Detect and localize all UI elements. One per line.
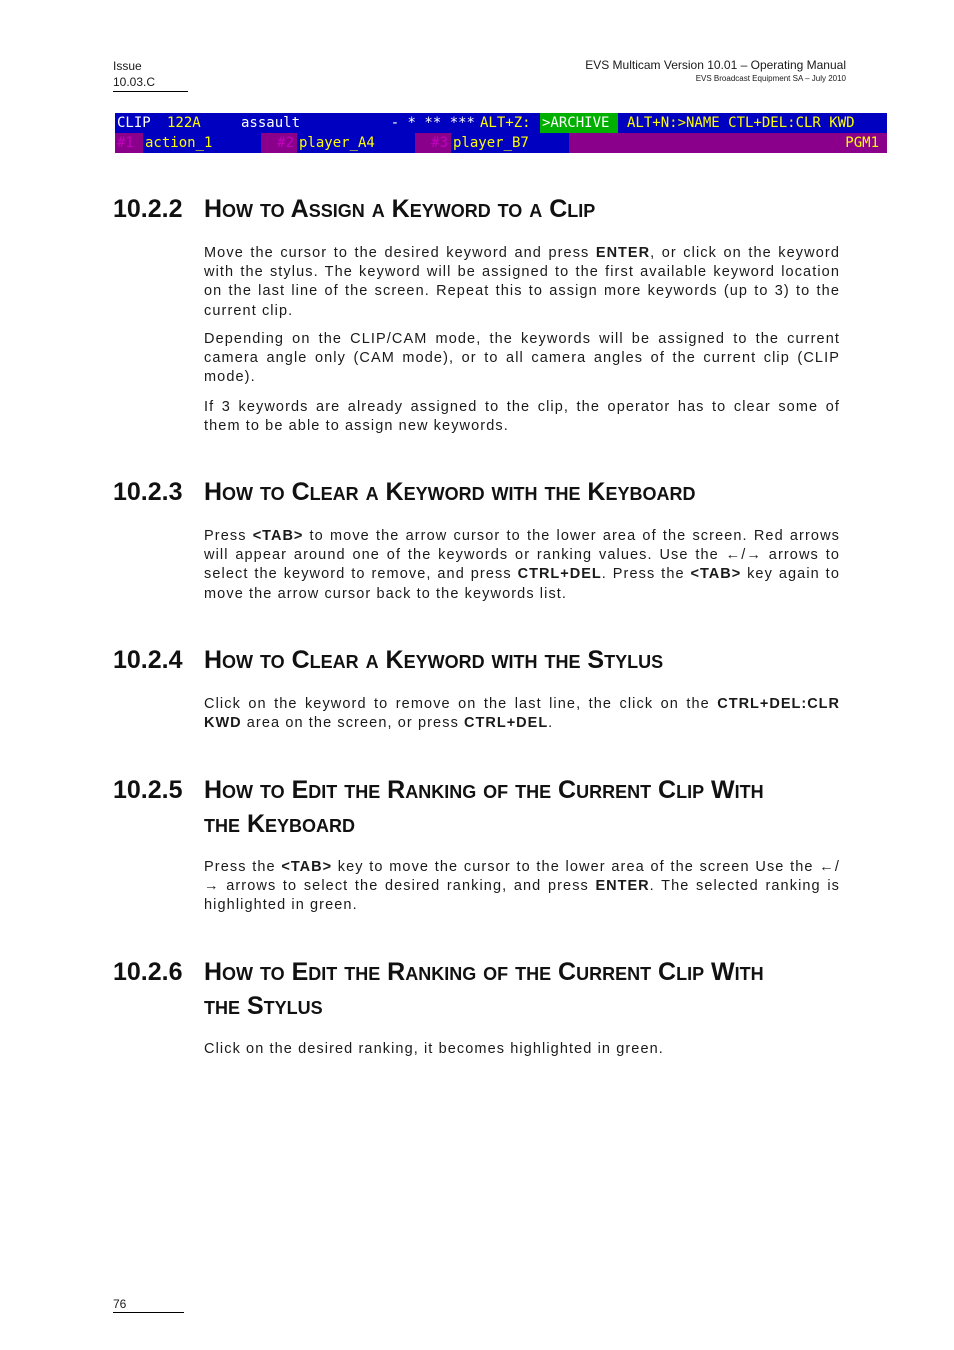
clip-id: 122A <box>165 113 239 133</box>
clear-keyword-stylus-paragraph: Click on the keyword to remove on the last line, the click on the CTRL+DEL:CLR KWD area on the screen, or press CTRL+DEL. <box>204 696 840 732</box>
assign-keyword-paragraph: Move the cursor to the desired keyword and press ENTER, or click on the keyword with the stylus. The keyword will be assigned to the first available keyword location on the last line of the screen. Repeat this to assign more keywords (up to 3) to the current clip. <box>204 245 840 319</box>
clip-cam-mode-paragraph: Depending on the CLIP/CAM mode, the keywords will be assigned to the current camera angle only (CAM mode), or to all camera angles of the current clip (CLIP mode). <box>204 331 840 386</box>
manual-title: EVS Multicam Version 10.01 – Operating Manual <box>585 58 846 72</box>
keyword-slot-1: action_1 <box>143 133 261 153</box>
section-heading-10-2-5: 10.2.5 How to Edit the Ranking of the Current Clip With the Keyboard <box>113 776 764 838</box>
multicam-screen-capture <box>115 113 887 153</box>
keyword-slot-2: player_A4 <box>297 133 415 153</box>
pgm-indicator: PGM1 <box>569 133 887 153</box>
clip-label: CLIP <box>115 113 165 133</box>
manual-header <box>585 58 846 84</box>
issue-block <box>113 58 188 92</box>
keyword-slot-3: player_B7 <box>451 133 569 153</box>
keyword-slot-3-label: #3 <box>415 133 451 153</box>
section-heading-10-2-3: 10.2.3 How to Clear a Keyword with the Keyboard <box>113 478 696 506</box>
edit-ranking-stylus-paragraph: Click on the desired ranking, it becomes highlighted in green. <box>204 1041 664 1057</box>
clear-keyword-keyboard-paragraph: Press <TAB> to move the arrow cursor to the lower area of the screen. Red arrows will appear around one of the keywords or ranking values. Use the ←/→ arrows to select the keyword to remove, and press CTRL+DEL. Press the <TAB> key again to move the arrow cursor back to the keywords list. <box>204 528 840 602</box>
screen-row-clip <box>115 113 887 133</box>
section-heading-10-2-2: 10.2.2 How to Assign a Keyword to a Clip <box>113 195 596 223</box>
edit-ranking-keyboard-paragraph: Press the <TAB> key to move the cursor to the lower area of the screen Use the ←/→ arrows to select the desired ranking, and press ENTER. The selected ranking is highlighted in green. <box>204 859 840 914</box>
ranking-stars: - * ** *** <box>374 113 478 133</box>
screen-row-keywords <box>115 133 887 153</box>
clip-name: assault <box>239 113 374 133</box>
keyword-limit-paragraph: If 3 keywords are already assigned to the clip, the operator has to clear some of them to be able to assign new keywords. <box>204 399 840 435</box>
shortcut-hints: ALT+N:>NAME CTL+DEL:CLR KWD <box>618 113 887 133</box>
archive-label: >ARCHIVE <box>540 113 618 133</box>
issue-label: Issue <box>113 59 142 73</box>
section-heading-10-2-6: 10.2.6 How to Edit the Ranking of the Current Clip With the Stylus <box>113 958 764 1020</box>
company-line: EVS Broadcast Equipment SA – July 2010 <box>695 74 846 83</box>
keyword-slot-1-label: #1 <box>115 133 143 153</box>
keyword-slot-2-label: #2 <box>261 133 297 153</box>
page-number: 76 <box>113 1296 184 1313</box>
section-heading-10-2-4: 10.2.4 How to Clear a Keyword with the Stylus <box>113 646 664 674</box>
alt-z-label: ALT+Z: <box>478 113 540 133</box>
issue-number: 10.03.C <box>113 75 156 89</box>
